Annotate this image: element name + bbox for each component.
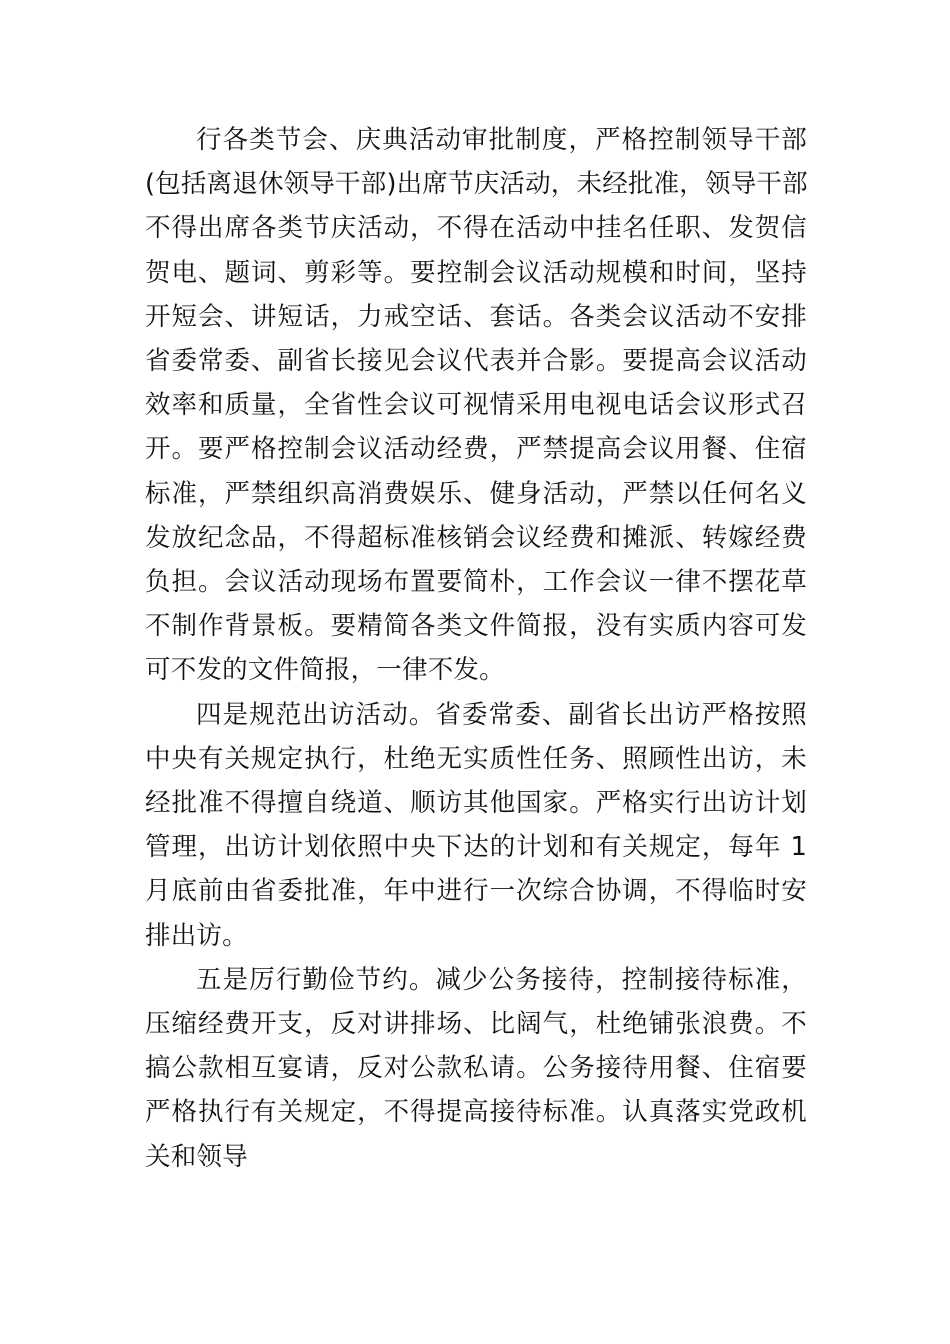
text-line: (包括离退休领导干部)出席节庆活动，未经批准，领导干部 [145, 169, 808, 200]
paragraph-four-overseas-visits [145, 693, 807, 958]
text-line: 省委常委、副省长接见会议代表并合影。要提高会议活动 [145, 346, 807, 377]
text-line: 贺电、题词、剪彩等。要控制会议活动规模和时间，坚持 [145, 257, 807, 288]
text-line: 搞公款相互宴请，反对公款私请。公务接待用餐、住宿要 [145, 1053, 807, 1084]
text-line: 可不发的文件简报，一律不发。 [145, 655, 505, 686]
text-line: 严格执行有关规定，不得提高接待标准。认真落实党政机 [145, 1097, 807, 1128]
document-body [145, 118, 807, 1179]
text-line: 排出访。 [145, 920, 248, 951]
text-line: 管理，出访计划依照中央下达的计划和有关规定，每年 1 [145, 832, 807, 863]
text-line: 行各类节会、庆典活动审批制度，严格控制领导干部 [196, 125, 807, 155]
paragraph-continued [145, 118, 807, 693]
text-line: 开。要严格控制会议活动经费，严禁提高会议用餐、住宿 [145, 434, 807, 465]
text-line: 不得出席各类节庆活动，不得在活动中挂名任职、发贺信 [145, 213, 807, 244]
text-line: 标准，严禁组织高消费娱乐、健身活动，严禁以任何名义 [145, 478, 807, 509]
text-line: 不制作背景板。要精简各类文件简报，没有实质内容可发 [145, 611, 807, 642]
text-line: 经批准不得擅自绕道、顺访其他国家。严格实行出访计划 [145, 788, 807, 819]
text-line: 中央有关规定执行，杜绝无实质性任务、照顾性出访，未 [145, 743, 807, 774]
text-line: 关和领导 [145, 1141, 248, 1172]
text-line: 发放纪念品，不得超标准核销会议经费和摊派、转嫁经费 [145, 522, 807, 553]
text-line: 效率和质量，全省性会议可视情采用电视电话会议形式召 [145, 390, 807, 421]
text-line: 四是规范出访活动。省委常委、副省长出访严格按照 [196, 699, 807, 730]
text-line: 开短会、讲短话，力戒空话、套话。各类会议活动不安排 [145, 301, 807, 332]
paragraph-five-frugality [145, 958, 807, 1179]
text-line: 压缩经费开支，反对讲排场、比阔气，杜绝铺张浪费。不 [145, 1009, 807, 1040]
text-line: 月底前由省委批准，年中进行一次综合协调，不得临时安 [145, 876, 807, 907]
text-line: 五是厉行勤俭节约。减少公务接待，控制接待标准， [196, 964, 807, 995]
text-line: 负担。会议活动现场布置要简朴，工作会议一律不摆花草 [145, 567, 807, 598]
